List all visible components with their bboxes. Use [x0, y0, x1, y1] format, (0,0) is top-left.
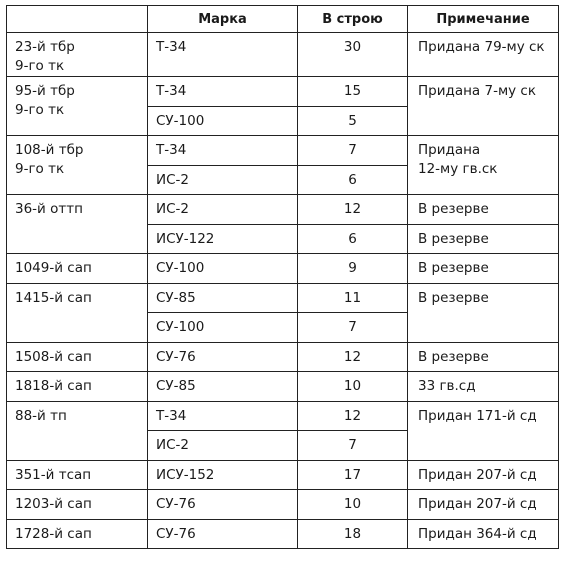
unit-cell: 1818-й сап [7, 372, 148, 402]
count-cell: 10 [298, 490, 408, 520]
note-cell: В резерве [408, 195, 559, 225]
unit-cell: 351-й тсап [7, 460, 148, 490]
header-in-service: В строю [298, 6, 408, 33]
model-cell: Т-34 [148, 77, 298, 107]
count-cell: 15 [298, 77, 408, 107]
model-cell: ИСУ-122 [148, 224, 298, 254]
note-cell: Придана 7-му ск [408, 77, 559, 136]
model-cell: ИС-2 [148, 431, 298, 461]
unit-cell: 1203-й сап [7, 490, 148, 520]
table-row [7, 401, 559, 431]
table-row [7, 460, 559, 490]
unit-cell: 108-й тбр 9-го тк [7, 136, 148, 195]
model-cell: Т-34 [148, 33, 298, 77]
model-cell: СУ-85 [148, 372, 298, 402]
note-cell: Придана 79-му ск [408, 33, 559, 77]
table-row [7, 519, 559, 549]
note-cell: Придан 171-й сд [408, 401, 559, 460]
table-row [7, 195, 559, 225]
count-cell: 30 [298, 33, 408, 77]
model-cell: ИС-2 [148, 165, 298, 195]
count-cell: 18 [298, 519, 408, 549]
unit-cell: 23-й тбр 9-го тк [7, 33, 148, 77]
count-cell: 10 [298, 372, 408, 402]
count-cell: 7 [298, 136, 408, 166]
unit-cell: 88-й тп [7, 401, 148, 460]
unit-cell: 1049-й сап [7, 254, 148, 284]
unit-cell: 1508-й сап [7, 342, 148, 372]
table-row [7, 33, 559, 77]
note-cell: Придан 207-й сд [408, 460, 559, 490]
units-table [6, 5, 559, 549]
model-cell: СУ-76 [148, 342, 298, 372]
note-cell: В резерве [408, 283, 559, 342]
count-cell: 5 [298, 106, 408, 136]
model-cell: СУ-100 [148, 106, 298, 136]
model-cell: СУ-100 [148, 254, 298, 284]
unit-cell: 1728-й сап [7, 519, 148, 549]
model-cell: Т-34 [148, 136, 298, 166]
table-container [6, 5, 559, 549]
count-cell: 6 [298, 224, 408, 254]
table-row [7, 77, 559, 107]
count-cell: 17 [298, 460, 408, 490]
note-cell: Придан 207-й сд [408, 490, 559, 520]
note-cell: Придана 12-му гв.ск [408, 136, 559, 195]
count-cell: 12 [298, 342, 408, 372]
note-cell: 33 гв.сд [408, 372, 559, 402]
model-cell: ИСУ-152 [148, 460, 298, 490]
model-cell: Т-34 [148, 401, 298, 431]
note-cell: В резерве [408, 254, 559, 284]
table-row [7, 254, 559, 284]
note-cell: В резерве [408, 224, 559, 254]
model-cell: СУ-100 [148, 313, 298, 343]
count-cell: 11 [298, 283, 408, 313]
table-row [7, 372, 559, 402]
model-cell: СУ-76 [148, 519, 298, 549]
unit-cell: 95-й тбр 9-го тк [7, 77, 148, 136]
table-row [7, 283, 559, 313]
unit-cell: 1415-й сап [7, 283, 148, 342]
note-cell: Придан 364-й сд [408, 519, 559, 549]
count-cell: 12 [298, 401, 408, 431]
unit-cell: 36-й оттп [7, 195, 148, 254]
header-note: Примечание [408, 6, 559, 33]
model-cell: СУ-85 [148, 283, 298, 313]
count-cell: 12 [298, 195, 408, 225]
note-cell: В резерве [408, 342, 559, 372]
header-unit [7, 6, 148, 33]
table-row [7, 490, 559, 520]
model-cell: СУ-76 [148, 490, 298, 520]
count-cell: 7 [298, 313, 408, 343]
count-cell: 9 [298, 254, 408, 284]
table-row [7, 136, 559, 166]
table-row [7, 342, 559, 372]
count-cell: 7 [298, 431, 408, 461]
model-cell: ИС-2 [148, 195, 298, 225]
count-cell: 6 [298, 165, 408, 195]
header-row [7, 6, 559, 33]
header-model: Марка [148, 6, 298, 33]
